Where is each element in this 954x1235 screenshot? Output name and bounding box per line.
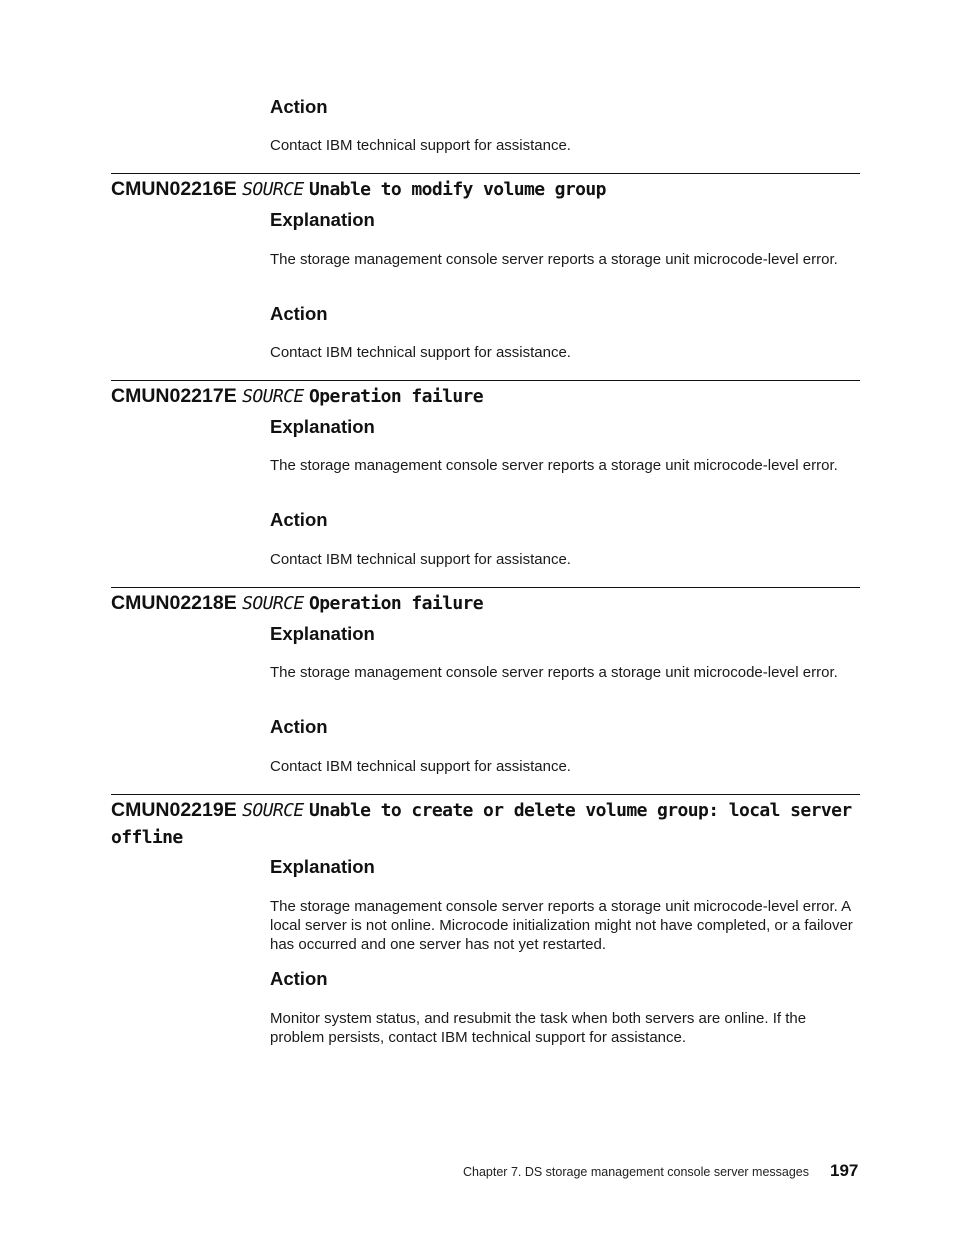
message-title: Operation failure: [309, 386, 484, 407]
action-text: Contact IBM technical support for assistance.: [270, 551, 571, 568]
section-divider: [111, 173, 860, 174]
message-title: Unable to modify volume group: [309, 179, 606, 200]
action-text: Contact IBM technical support for assistance.: [270, 137, 571, 154]
section-divider: [111, 794, 860, 795]
action-heading: Action: [270, 968, 328, 989]
message-heading: [111, 590, 860, 617]
action-text: Monitor system status, and resubmit the task when both servers are online. If the problem persists, contact IBM technical support for assistance.: [270, 1010, 807, 1046]
message-heading: [111, 797, 860, 851]
message-heading: [111, 383, 860, 410]
message-heading: [111, 176, 860, 203]
action-heading: Action: [270, 509, 328, 530]
message-id: CMUN02219E: [111, 799, 237, 821]
action-heading: Action: [270, 303, 328, 324]
message-source: SOURCE: [242, 386, 304, 407]
explanation-heading: Explanation: [270, 416, 375, 437]
message-source: SOURCE: [242, 179, 304, 200]
explanation-text: The storage management console server reports a storage unit microcode-level error.: [270, 457, 838, 474]
action-text: Contact IBM technical support for assistance.: [270, 758, 571, 775]
action-text: Contact IBM technical support for assistance.: [270, 344, 571, 361]
explanation-heading: Explanation: [270, 856, 375, 877]
message-source: SOURCE: [242, 593, 304, 614]
message-id: CMUN02218E: [111, 592, 237, 614]
message-source: SOURCE: [242, 800, 304, 821]
page-number: 197: [830, 1161, 859, 1180]
explanation-text: The storage management console server reports a storage unit microcode-level error. A local server is not online. Microcode initialization might not have completed, or a failover has occurred and one server has not yet restarted.: [270, 898, 853, 953]
message-title: Unable to create or delete volume group: local server offline: [111, 800, 852, 848]
explanation-text: The storage management console server reports a storage unit microcode-level error.: [270, 664, 838, 681]
section-divider: [111, 380, 860, 381]
message-title: Operation failure: [309, 593, 484, 614]
action-heading: Action: [270, 716, 328, 737]
message-id: CMUN02217E: [111, 385, 237, 407]
action-heading: Action: [270, 96, 328, 117]
section-divider: [111, 587, 860, 588]
explanation-heading: Explanation: [270, 209, 375, 230]
message-id: CMUN02216E: [111, 178, 237, 200]
footer-chapter-title: Chapter 7. DS storage management console server messages: [463, 1165, 810, 1179]
explanation-heading: Explanation: [270, 623, 375, 644]
explanation-text: The storage management console server reports a storage unit microcode-level error.: [270, 251, 838, 268]
